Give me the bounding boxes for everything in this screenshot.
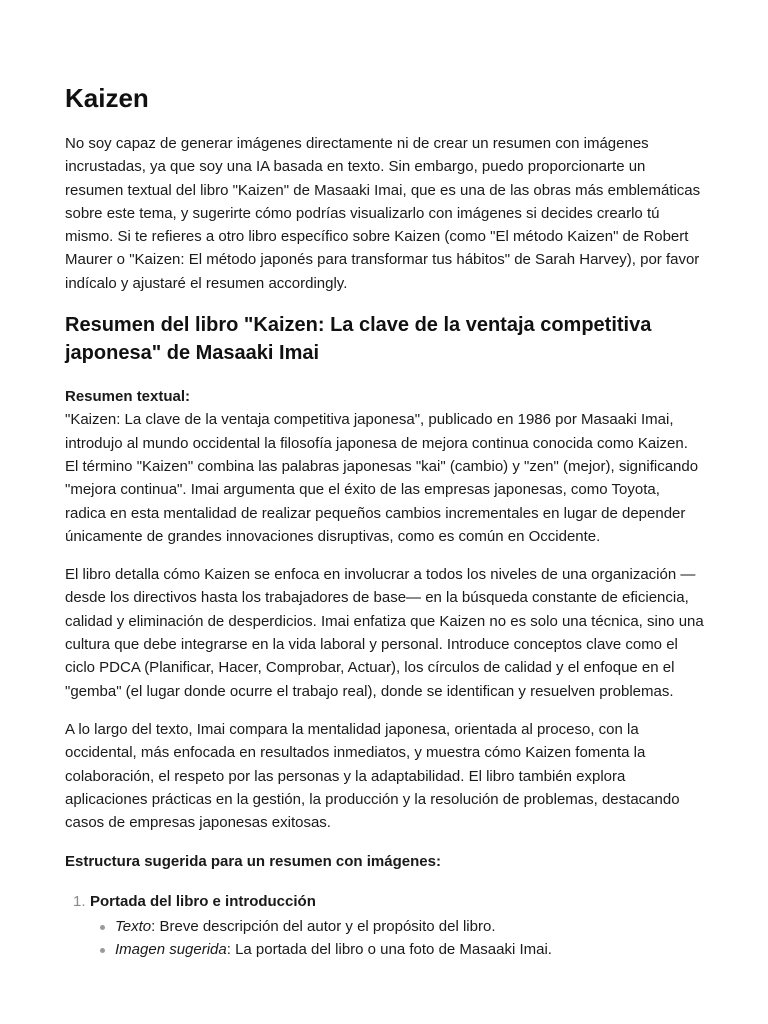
- summary-paragraph-3: A lo largo del texto, Imai compara la mentalidad japonesa, orientada al proceso, con la occidental, más enfocada en resultados inmediatos, y muestra cómo Kaizen fomenta la colaboración, el respeto por las personas y la adaptabilidad. El libro también explora aplicaciones prácticas en la gestión, la producción y la resolución de problemas, destacando casos de empresas japonesas exitosas.: [65, 720, 680, 832]
- section-heading: Resumen del libro "Kaizen: La clave de la ventaja competitiva japonesa" de Masaaki Imai: [65, 314, 652, 365]
- summary-label: Resumen textual:: [65, 388, 191, 406]
- step-sublist: [90, 915, 704, 962]
- bullet-dot-icon: [100, 925, 105, 930]
- step-title: Portada del libro e introducción: [90, 892, 316, 910]
- intro-paragraph: No soy capaz de generar imágenes directamente ni de crear un resumen con imágenes incrustadas, ya que soy una IA basada en texto. Sin embargo, puedo proporcionarte un resumen textual del libro "Kaizen" de Masaaki Imai, que es una de las obras más emblemáticas sobre este tema, y sugerirte cómo podrías visualizarlo con imágenes si decides crearlo tú mismo. Si te refieres a otro libro específico sobre Kaizen (como "El método Kaizen" de Robert Maurer o "Kaizen: El método japonés para transformar tus hábitos" de Sarah Harvey), por favor indícalo y ajustaré el resumen accordingly.: [65, 135, 701, 292]
- structure-label: Estructura sugerida para un resumen con imágenes:: [65, 853, 441, 871]
- bullet-dot-icon: [100, 948, 105, 953]
- summary-paragraph-1: "Kaizen: La clave de la ventaja competitiva japonesa", publicado en 1986 por Masaaki Imai, introdujo al mundo occidental la filosofía japonesa de mejora continua conocida como Kaizen. El término "Kaizen" combina las palabras japonesas "kai" (cambio) y "zen" (mejor), significando "mejora continua". Imai argumenta que el éxito de las empresas japonesas, como Toyota, radica en esta mentalidad de realizar pequeños cambios incrementales en lugar de depender únicamente de grandes innovaciones disruptivas, como es común en Occidente.: [65, 411, 699, 545]
- step-item: [65, 890, 704, 962]
- step-number: 1.: [73, 892, 86, 910]
- item-text: : Breve descripción del autor y el propósito del libro.: [151, 918, 496, 936]
- list-item: [90, 915, 704, 938]
- list-item: [90, 938, 704, 961]
- item-label: Texto: [115, 918, 152, 936]
- item-text: : La portada del libro o una foto de Masaaki Imai.: [226, 941, 552, 959]
- summary-paragraph-2: El libro detalla cómo Kaizen se enfoca en involucrar a todos los niveles de una organización — desde los directivos hasta los trabajadores de base— en la búsqueda constante de eficiencia, calidad y eliminación de desperdicios. Imai enfatiza que Kaizen no es solo una técnica, sino una cultura que debe integrarse en la vida laboral y personal. Introduce conceptos clave como el ciclo PDCA (Planificar, Hacer, Comprobar, Actuar), los círculos de calidad y el enfoque en el "gemba" (el lugar donde ocurre el trabajo real), donde se identifican y resuelven problemas.: [65, 566, 704, 700]
- item-label: Imagen sugerida: [115, 941, 227, 959]
- structure-steps-list: [65, 890, 704, 962]
- page-title: Kaizen: [65, 83, 149, 113]
